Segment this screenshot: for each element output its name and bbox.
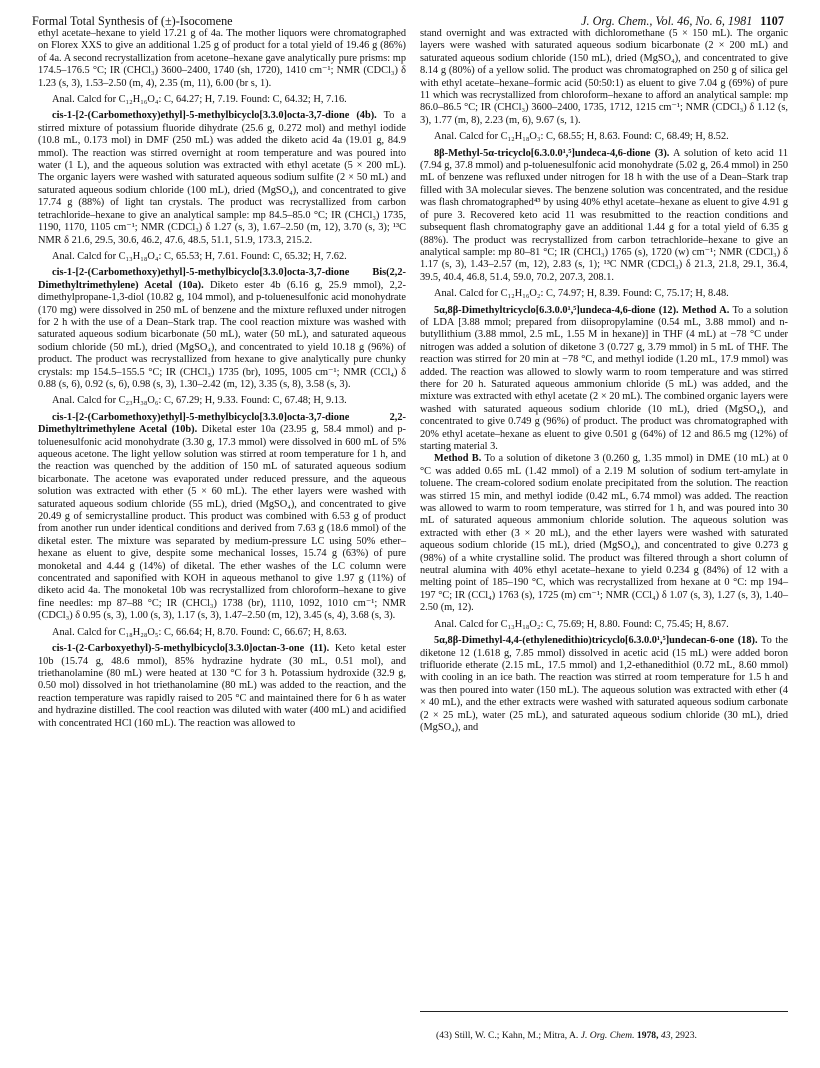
procedure-text: To the diketone 12 (1.618 g, 7.85 mmol) dissolved in acetic acid (15 mL) were added boron trifluoride etherate (2.15 mL, 17.5 mmol) and 1,2-ethanedithiol (0.72 mL, 8.60 mmol) with cooling in an ice bath. The reaction was stirred at room temperature for 1.5 h and was then poured into water (150 mL). The aqueous solution was extracted with ether (4 × 40 mL), and the ether extracts were washed with saturated aqueous sodium carbonate (2 × 25 mL), water (25 mL), and saturated aqueous sodium chloride (30 mL), dried (MgSO₄), and [420, 635, 789, 733]
procedure-text: Diketal ester 10a (23.95 g, 58.4 mmol) and p-toluenesulfonic acid monohydrate (3.30 g, 17.3 mmol) were dissolved in 600 mL of 5% aqueous acetone. The light yellow solution was stirred at room temperature for 1 h, and the reaction was quenched by the addition of 150 mL of saturated aqueous sodium bicarbonate. The acetone was evaporated under reduced pressure, and the aqueous solution was extracted with ether (5 × 60 mL). The ether layers were washed with saturated aqueous sodium chloride (55 mL), dried (MgSO₄), and concentrated to give 20.49 g of semicrystalline product. This product was combined with 6.53 g of product from another run under identical conditions and derived from 7.63 g (18.6 mmol) of the diketal ester. The mixture was separated by medium-pressure LC using 50% ether–hexane as eluent to give, despite some mechanical losses, 15.74 g (63%) of pure monoketal and 4.44 g (14%) of diketal. The ether washes of the LC column were concentrated and saponified with KOH in aqueous methanol to give 1.97 g (11%) of diketo acid 4a. The monoketal 10b was recrystallized from chloroform–hexane to give fine needles: mp 87–88 °C; IR (CHCl₃) 1738 (br), 1110, 1092, 1010 cm⁻¹; NMR (CDCl₃) δ 0.95 (s, 3), 1.00 (s, 3), 1.17 (s, 3), 1.47–2.50 (m, 12), 3.45 (s, 4), 3.68 (s, 3). [38, 424, 406, 622]
analysis-paragraph: Anal. Calcd for C₁₂H₁₈O₃: C, 68.55; H, 8.63. Found: C, 68.49; H, 8.52. [434, 131, 729, 143]
footnote-year: 1978, [636, 1030, 659, 1041]
procedure-paragraph [38, 412, 406, 623]
method-label: Method A. [682, 304, 730, 316]
analysis-paragraph: Anal. Calcd for C₂₃H₃₈O₆: C, 67.29; H, 9.33. Found: C, 67.48; H, 9.13. [52, 395, 347, 407]
procedure-text: Keto ketal ester 10b (15.74 g, 48.6 mmol), 85% hydrazine hydrate (30 mL, 0.51 mol), and triethanolamine (80 mL) were heated at 130 °C for 3 h. Potassium hydroxide (32.9 g, 0.50 mol) dissolved in hot triethanolamine (80 mL) was added to the reaction, and the reaction temperature was rapidly raised to 205 °C and maintained there for 6 h as water and hydrazine distilled. The cool reaction was diluted with water (400 mL) and acidified with concentrated HCl (160 mL). The reaction was allowed to [38, 643, 406, 729]
page-number: 1107 [760, 14, 784, 28]
paragraph: ethyl acetate–hexane to yield 17.21 g of 4a. The mother liquors were chromatographed on Florex XXS to give an additional 1.25 g of product for a total yield of 19.46 g (86%) of 4a. A second recrystallization from acetone–hexane gave analytically pure prisms: mp 174.5–176.5 °C; IR (CHCl₃) 3600–2400, 1740 (sh, 1720), 1410 cm⁻¹; NMR (CDCl₃) δ 1.23 (s, 3), 1.53–2.50 (m, 4), 2.35 (m, 11), 6.00 (br s, 1). [38, 28, 406, 89]
paragraph: stand overnight and was extracted with dichloromethane (5 × 150 mL). The organic layers were washed with saturated aqueous sodium bicarbonate (2 × 200 mL) and saturated aqueous sodium chloride (150 mL), dried (MgSO₄), and concentrated to give 8.14 g (80%) of a yellow solid. The product was chromatographed on 250 g of silica gel with ethyl acetate–hexane–formic acid (50:50:1) as eluent to give 7.04 g (69%) of pure 11 which was recrystallized from chloroform–hexane to afford an analytical sample: mp 86.0–86.5 °C; IR (CHCl₃) 3600–2400, 1735, 1712, 1215 cm⁻¹; NMR (CDCl₃) δ 1.12 (s, 3), 1.77 (m, 8), 2.23 (m, 6), 9.67 (s, 1). [420, 28, 788, 126]
procedure-paragraph [38, 267, 406, 391]
article-running-title: Formal Total Synthesis of (±)-Isocomene [32, 14, 233, 28]
procedure-text: Diketo ester 4b (6.16 g, 25.9 mmol), 2,2-dimethylpropane-1,3-diol (10.82 g, 104 mmol), and p-toluenesulfonic acid monohydrate (170 mg) were dissolved in 250 mL of benzene and the mixture refluxed under nitrogen for 2 h with the use of a Dean–Stark trap. The cool reaction mixture was washed with saturated aqueous sodium bicarbonate (50 mL), water (50 mL), and saturated aqueous sodium chloride (50 mL), dried (MgSO₄), and concentrated to yield 10.18 g (96%) of product. The product was recrystallized from hexane to give analytically pure chunky crystals: mp 154.5–155.5 °C; IR (CHCl₃) 1735 (br), 1095, 1005 cm⁻¹; NMR (CCl₄) δ 0.88 (s, 6), 0.92 (s, 6), 0.98 (s, 3), 1.30–2.42 (m, 12), 3.35 (s, 8), 3.58 (s, 3). [38, 279, 406, 390]
procedure-text: To a stirred mixture of potassium fluoride dihydrate (25.6 g, 0.272 mol) and methyl iodide (10.8 mL, 0.173 mol) in DMF (250 mL) was added the diketo acid 4a (19.01 g, 84.9 mmol). The reaction was stirred overnight at room temperature and was poured into water (1 L), and the aqueous solution was extracted with ethyl acetate (5 × 200 mL). The organic layers were washed with saturated aqueous sodium sulfite (2 × 50 mL) and saturated aqueous sodium chloride (100 mL), dried (MgSO₄), and concentrated to give 17.74 g (88%) of light tan crystals. The product was recrystallized from carbon tetrachloride–hexane to give an analytical sample: mp 84.5–85.0 °C; IR (CHCl₃) 1735, 1190, 1170, 1105 cm⁻¹; NMR (CDCl₃) δ 1.27 (s, 3), 1.67–2.50 (m, 12), 3.70 (s, 3); ¹³C NMR δ 21.6, 29.5, 30.6, 46.2, 47.6, 48.5, 51.1, 51.9, 173.3, 215.2. [38, 110, 406, 246]
footnote-divider [420, 1011, 788, 1012]
footnote-pages: 2923. [675, 1030, 697, 1041]
compound-heading: 5α,8β-Dimethyl-4,4-(ethylenedithio)tricyclo[6.3.0.0¹,⁵]undecan-6-one (18). [434, 635, 758, 647]
analysis-paragraph: Anal. Calcd for C₁₈H₂₈O₅: C, 66.64; H, 8.70. Found: C, 66.67; H, 8.63. [52, 626, 347, 638]
compound-heading: 5α,8β-Dimethyltricyclo[6.3.0.0¹,⁵]undeca-4,6-dione (12). [434, 304, 679, 316]
compound-heading: 8β-Methyl-5α-tricyclo[6.3.0.0¹,⁵]undeca-4,6-dione (3). [434, 147, 670, 159]
procedure-text: A solution of keto acid 11 (7.94 g, 37.8 mmol) and p-toluenesulfonic acid monohydrate (5.02 g, 26.4 mmol) in 250 mL of benzene was refluxed under nitrogen for 18 h with the use of a Dean–Stark trap filled with 3A molecular sieves. The benzene solution was concentrated, and the residue was flash chromatographed⁴³ by using 40% ethyl acetate–hexane as eluent to give 4.91 g of pure 3. Recovered keto acid 11 was resubmitted to the reaction conditions and subsequent flash chromatography gave an additional 1.44 g for a total yield of 6.35 g (88%). The product was recrystallized from carbon tetrachloride–hexane to give an analytical sample: mp 80–81 °C; IR (CHCl₃) 1765 (s), 1720 (w) cm⁻¹; NMR (CDCl₃) δ 1.17 (s, 3), 1.43–2.57 (m, 12), 2.83 (s, 1); ¹³C NMR (CDCl₃) δ 21.3, 21.8, 29.1, 36.4, 39.5, 40.4, 46.8, 51.4, 59.0, 70.2, 207.3, 208.1. [420, 147, 788, 283]
procedure-text: To a solution of diketone 3 (0.260 g, 1.35 mmol) in DME (10 mL) at 0 °C was added 0.65 mL (1.42 mmol) of a 2.19 M solution of sodium tert-amylate in toluene. The cream-colored sodium enolate precipitated from the solution. The reaction was stirred 15 min, and methyl iodide (0.42 mL, 6.74 mmol) was added. The reaction was allowed to warm to room temperature, was stirred for 1 h, and was poured into 30 mL of saturated aqueous ammonium chloride solution. The aqueous solution was extracted with ether (3 × 20 mL), and the ether layers were washed with saturated aqueous sodium chloride (15 mL), dried (MgSO₄), and concentrated to give 0.273 g (98%) of a white crystalline solid. The product was filtered through a short column of neutral alumina with 40% ethyl acetate–hexane to yield 0.234 g (84%) of 12 with a melting point of 185–190 °C, which was recrystallized from hexane at 0 °C: mp 194–197 °C; IR (CCl₄) 1763 (s), 1725 (m) cm⁻¹; NMR (CCl₄) δ 1.07 (s, 3), 1.27 (s, 3), 1.40–2.50 (m, 12). [420, 453, 789, 614]
procedure-paragraph [420, 148, 788, 284]
compound-heading: cis-1-[2-(Carbomethoxy)ethyl]-5-methylbicyclo[3.3.0]octa-3,7-dione Bis(2,2-Dimethyltrimethylene) Acetal (10a). [38, 267, 406, 291]
right-column [420, 28, 788, 734]
compound-heading: cis-1-[2-(Carbomethoxy)ethyl]-5-methylbicyclo[3.3.0]octa-3,7-dione 2,2-Dimethyltrimethylene Acetal (10b). [38, 411, 406, 436]
analysis-paragraph: Anal. Calcd for C₁₂H₁₆O₄: C, 64.27; H, 7.19. Found: C, 64.32; H, 7.16. [52, 94, 347, 106]
footnote [436, 1030, 788, 1042]
left-column [38, 28, 406, 730]
procedure-paragraph [420, 635, 788, 734]
method-label: Method B. [434, 453, 482, 465]
procedure-paragraph [420, 453, 788, 614]
compound-heading: cis-1-(2-Carboxyethyl)-5-methylbicyclo[3.3.0]octan-3-one (11). [52, 643, 330, 655]
procedure-paragraph [420, 305, 788, 454]
footnote-volume: 43, [660, 1030, 673, 1041]
analysis-paragraph: Anal. Calcd for C₁₃H₁₈O₄: C, 65.53; H, 7.61. Found: C, 65.32; H, 7.62. [52, 250, 347, 262]
footnote-authors: Still, W. C.; Kahn, M.; Mitra, A. [454, 1030, 579, 1041]
compound-heading: cis-1-[2-(Carbomethoxy)ethyl]-5-methylbicyclo[3.3.0]octa-3,7-dione (4b). [52, 110, 377, 122]
procedure-paragraph [38, 643, 406, 730]
analysis-paragraph: Anal. Calcd for C₁₂H₁₆O₂: C, 74.97; H, 8.39. Found: C, 75.17; H, 8.48. [434, 288, 729, 300]
procedure-text: To a solution of LDA [3.88 mmol; prepared from diisopropylamine (0.54 mL, 3.88 mmol) and n-butyllithium (3.88 mmol, 2.5 mL, 1.55 M in hexane)] in THF (4 mL) at −78 °C under nitrogen was added a solution of diketone 3 (0.727 g, 3.79 mmol) in 5 mL of THF. The reaction was stirred for 20 min at −78 °C, and methyl iodide (1.20 mL, 17.9 mmol) was added. The reaction was allowed to slowly warm to room temperature and was stirred there for 20 h. Saturated aqueous ammonium chloride (5 mL) was added, and the mixture was extracted with ethyl acetate (2 × 20 mL). The combined organic layers were washed with saturated aqueous sodium chloride (10 mL), dried (MgSO₄), and concentrated to give 0.749 g (96%) of product. The product was chromatographed with 20% ethyl acetate–hexane as eluent to give 0.501 g (64%) of 12 and 86.5 mg (12%) of starting material 3. [420, 304, 789, 452]
footnote-journal: J. Org. Chem. [580, 1030, 635, 1041]
footnote-number: (43) [436, 1030, 452, 1041]
procedure-paragraph [38, 110, 406, 246]
journal-reference: J. Org. Chem., Vol. 46, No. 6, 1981 [581, 14, 753, 28]
analysis-paragraph: Anal. Calcd for C₁₃H₁₈O₂: C, 75.69; H, 8.80. Found: C, 75.45; H, 8.67. [434, 618, 729, 630]
